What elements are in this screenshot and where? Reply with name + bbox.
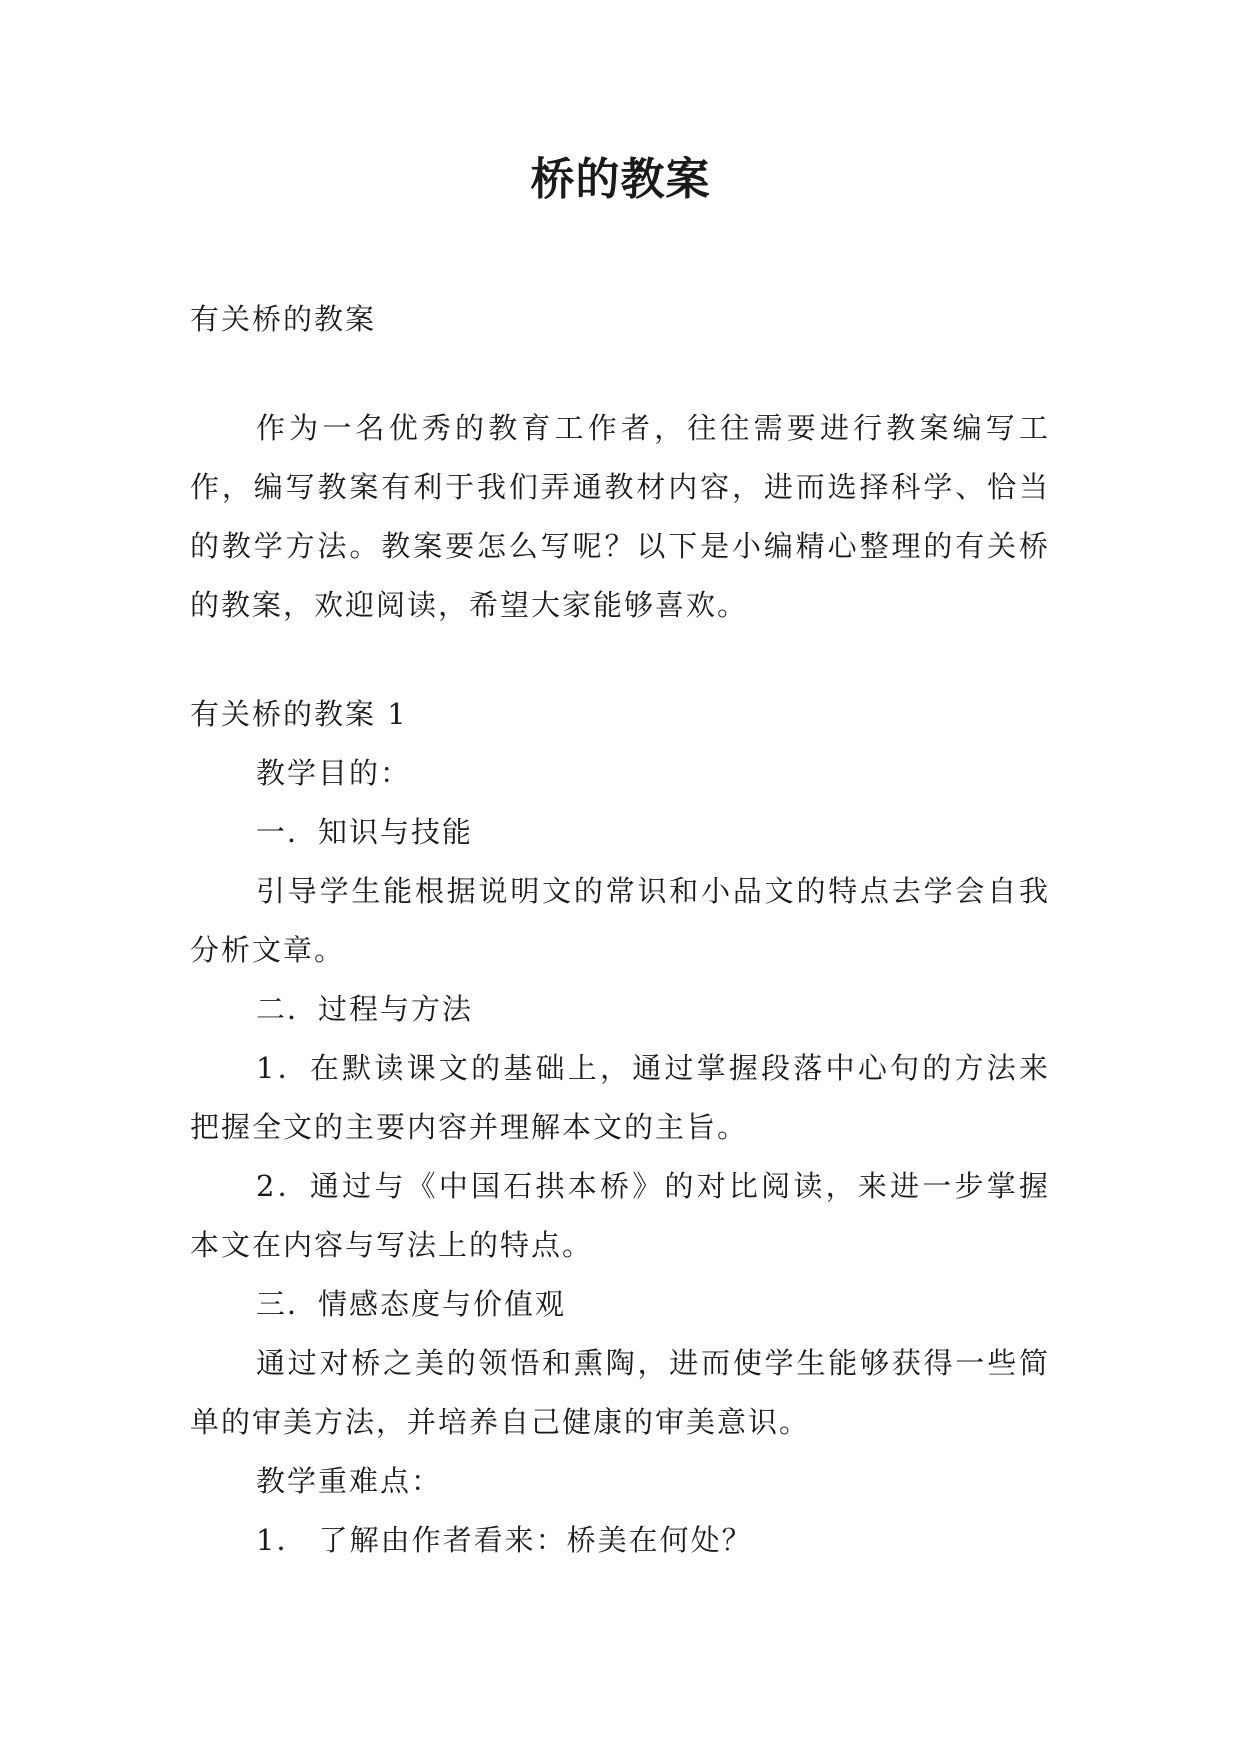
section-heading: 有关桥的教案 1	[190, 697, 408, 731]
document-body	[190, 290, 1050, 1570]
paragraph-knowledge-skills: 一．知识与技能	[256, 815, 474, 849]
paragraph-teaching-objectives: 教学目的：	[256, 756, 412, 790]
paragraph-process-item-2: 2．通过与《中国石拱本桥》的对比阅读，来进一步掌握本文在内容与写法上的特点。	[190, 1169, 1050, 1262]
paragraph-process-methods: 二．过程与方法	[256, 992, 474, 1026]
paragraph-emotion-values-body: 通过对桥之美的领悟和熏陶，进而使学生能够获得一些简单的审美方法，并培养自己健康的审美意识。	[190, 1346, 1050, 1439]
paragraph-key-difficulties: 教学重难点：	[256, 1464, 443, 1498]
paragraph-difficulty-item-1: 1． 了解由作者看来：桥美在何处？	[256, 1523, 753, 1557]
document-subtitle: 有关桥的教案	[190, 302, 377, 336]
intro-paragraph: 作为一名优秀的教育工作者，往往需要进行教案编写工作，编写教案有利于我们弄通教材内容，进而选择科学、恰当的教学方法。教案要怎么写呢？以下是小编精心整理的有关桥的教案，欢迎阅读，希望大家能够喜欢。	[190, 411, 1050, 622]
document-title: 桥的教案	[530, 154, 711, 205]
paragraph-knowledge-skills-body: 引导学生能根据说明文的常识和小品文的特点去学会自我分析文章。	[190, 874, 1050, 967]
paragraph-emotion-values: 三．情感态度与价值观	[256, 1287, 567, 1321]
paragraph-process-item-1: 1．在默读课文的基础上，通过掌握段落中心句的方法来把握全文的主要内容并理解本文的主旨。	[190, 1051, 1050, 1144]
